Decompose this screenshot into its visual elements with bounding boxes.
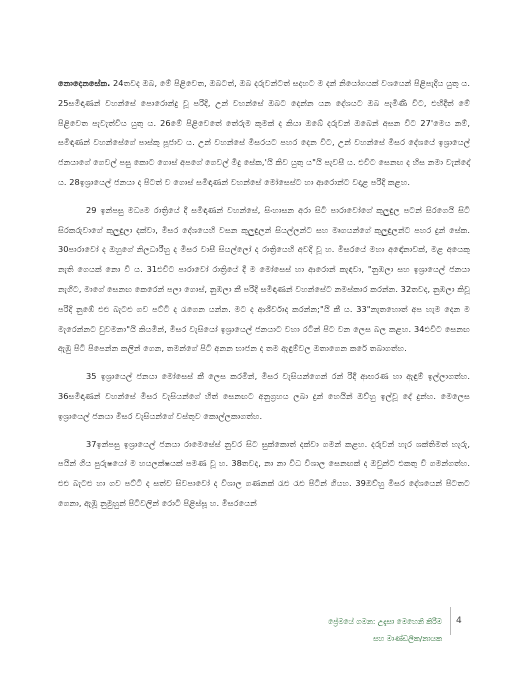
paragraph-lead: නොදෙනසේක.: [58, 78, 111, 88]
paragraph-3: 35 ඉශ්‍රායෙල් ජනයා මෝසෙස් කී ලෙස කරමින්, මිසර වැසියන්ගෙන් රන් රිදී ආභරණ හා ඇඳුම් ඉල්ලාගත්හ. 36සමිඳාණන් වහන්සේ මිසර වැසියන්ගේ හිත් සෙනඟට අනුග්‍රහය ලබා දුන් හෙයින් ඔව්හු ඉල්වූ දේ දුන්හ. මෙලෙස ඉශ්‍රායෙල් ජනයා මිසර වැසියන්ගේ වස්තුව කොල්ලකාගත්හ.: [58, 371, 470, 421]
footer-line-1: ප්‍රේමයේ ගමන: උදැසා මෙහෙනි කිරීම: [328, 617, 442, 626]
footer-line-2: සහ මාණ්ඩලික/නායක: [373, 634, 442, 643]
page-number: 4: [456, 616, 462, 626]
paragraph-1-body: 24තවද ඔබ, මේ පිළිවෙත, ඔබටත්, ඔබ දරුවන්ටත් සදහට ම දන් නියෝගයක් වශයෙන් පිළිපැදිය යුතු ය. 25සමිඳාණන් වහන්සේ පොරොන්දු වූ පරිදි, උන් වහන්සේ ඔබට දෙන්න යන දේශයට ඔබ පැමිණි විට, එහිදීත් මේ පිළිවෙත පැවැත්විය යුතු ය. 26මේ පිළිවෙතේ තේරුම කුමක් ද කියා ඔබේ දරුවන් ඔබෙන් අසන විට 27'මෙය නම්, සමිඳාණන් වහන්සේගේ පාස්කු පූජාව ය. උන් වහන්සේ මිසරයට පහර දෙන විට, උන් වහන්සේ මිසර දේශයේ ඉශ්‍රායෙල් ජනයාගේ ගෙවල් පසු කොට ගොස් අපගේ ගෙවල් මිදු සේක,'යි කිව යුතු ය"යි පැවසී ය. එවිට සෙනඟ ද හිස නමා වැන්දෝ ය. 28ඉශ්‍රායෙල් ජනයා ද පිටත් ව ගොස් සමිඳාණන් වහන්සේ මෝසෙස්ට හා ආරොන්ට වදාළ පරිදි කළහ.: [58, 78, 470, 187]
footer-divider: [450, 607, 451, 635]
body-text: [58, 74, 470, 522]
paragraph-4: 37ඉන්පසු ඉශ්‍රායෙල් ජනයා රාමෙසේස් නුවර සිට සුක්කොත් දක්වා ගමන් කළහ. දරුවන් හැර ශක්තිමත් හැරු, පයින් ගිය පුරුෂයෝ ම හයලක්ෂයක් පමණ වූ හ. 38තවද, නා නා විධ විශාල සෙනඟක් ද ඔවුන්ට එකතු වී ගමන්ගත්හ. එළු බැටළු හා ගව පට්ටි ද සත්ව සිවපාවෝ ද විශාල ගණනක් රැළු රැළු පිටින් ගියහ. 39ඔව්හු මිසර දේශයෙන් පිටතට ගෙනා, ඇඹූ නුමුහුන් පිටිවලින් රොටි පිළිස්සූ හ. මිසරයෙන්: [58, 438, 470, 508]
paragraph-2: 29 ඉන්පසු මධ්‍යම රාත්‍රියේ දී සමිඳාණන් වහන්සේ, සිංහාසන අරා සිටි පාරාවෝගේ කුලුඳුල පටන් සිරගෙයි සිටි සිරකරුවාගේ කුලුඳුලා දක්වා, මිසර දේශයෙහි වසන කුලුඳුලන් සියල්ලන්ට සහ මෘගයන්ගේ කුලුඳුලන්ට පහර දුන් සේක. 30පාරාවෝ ද ඔහුගේ නිලධාරීහු ද මිසර වාසී සියල්ලෝ ද රාත්‍රියෙහි අවදි වූ හ. මිසරයේ මහා අඳෝනාවක්, මළ අයෙකු නැති ගෙයක් නො වී ය. 31එවිට පාරාවෝ රාත්‍රියේ දී ම මෝසෙස් හා ආරොන් කැඳවා, "නුඹලා සහ ඉශ්‍රායෙල් ජනයා නැගිට, මාගේ සෙනඟ කෙරෙන් පලා ගොස්, නුඹලා කී පරිදි සමිඳාණන් වහන්සේට නමස්කාර කරන්න. 32තවද, නුඹලා කිවූ පරිදි නුඹේ එළු බැටළු ගව පට්ටි ද රැගෙන යන්න. මට ද ආශීර්වාද කරන්න;"යි කී ය. 33"නැතහොත් අප හැම දෙන ම මැරෙන්නට වුවමනා"යි කියමින්, මිසර වැසියෝ ඉශ්‍රායෙල් ජනයාට වහා රටින් පිට වන ලෙස බල කළහ. 34එවිට සෙනඟ ඇඹු පිටි පිපෙන්න කලින් ගෙන, තමන්ගේ පිටි අනන භාජන ද තම ඇඳුම්වල ඔතාගෙන කරේ තබාගත්හ.: [58, 204, 470, 354]
paragraph-1: [58, 74, 470, 193]
footer-title: [292, 613, 442, 647]
